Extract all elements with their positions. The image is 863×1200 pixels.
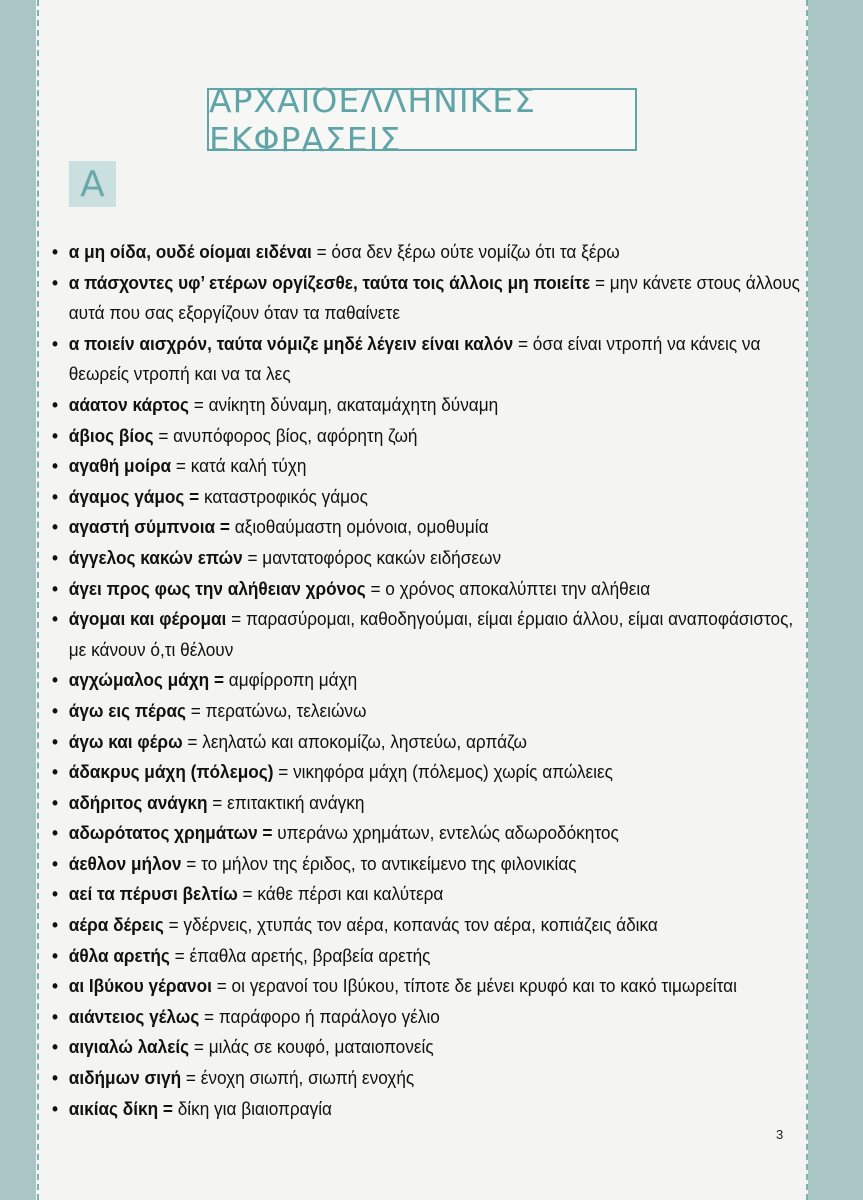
expression-meaning: αμφίρροπη μάχη [224, 669, 358, 691]
list-item [52, 1002, 803, 1033]
expression-term: άγω εις πέρας [68, 699, 186, 721]
list-item [52, 543, 803, 574]
expression-meaning: = ανυπόφορος βίος, αφόρητη ζωή [153, 424, 418, 446]
list-item [52, 1063, 803, 1094]
expression-term: αγαθή μοίρα [68, 455, 172, 477]
list-item [52, 849, 803, 880]
expression-meaning: = παράφορο ή παράλογο γέλιο [199, 1005, 440, 1027]
expression-meaning: = το μήλον της έριδος, το αντικείμενο της φιλονικίας [181, 852, 577, 874]
list-item [52, 604, 803, 665]
expression-meaning: = μιλάς σε κουφό, ματαιοπονείς [189, 1036, 434, 1058]
list-item [52, 879, 803, 910]
list-item [52, 941, 803, 972]
list-item [52, 1094, 803, 1125]
expression-meaning: = παρασύρομαι, καθοδηγούμαι, είμαι έρμαιο άλλου, είμαι αναποφάσιστος, με κάνουν ό,τι θέλουν [68, 608, 794, 660]
expression-term: αιάντειος γέλως [68, 1005, 200, 1027]
expression-term: αικίας δίκη = [68, 1097, 173, 1119]
list-item [52, 421, 803, 452]
list-item [52, 390, 803, 421]
list-item [52, 451, 803, 482]
list-item [52, 727, 803, 758]
list-item [52, 757, 803, 788]
expression-meaning: = έπαθλα αρετής, βραβεία αρετής [169, 944, 431, 966]
page-number: 3 [776, 1127, 784, 1142]
expression-term: άεθλον μήλον [68, 852, 182, 874]
expression-term: α ποιείν αισχρόν, ταύτα νόμιζε μηδέ λέγειν είναι καλόν [68, 332, 514, 354]
list-item [52, 788, 803, 819]
page-title: ΑΡΧΑΙΟΕΛΛΗΝΙΚΕΣ ΕΚΦΡΑΣΕΙΣ [207, 88, 637, 151]
expression-term: άγγελος κακών επών [68, 546, 243, 568]
expression-term: αέρα δέρεις [68, 914, 164, 936]
list-item [52, 574, 803, 605]
expression-term: αδήριτος ανάγκη [68, 791, 208, 813]
expression-meaning: = γδέρνεις, χτυπάς τον αέρα, κοπανάς τον αέρα, κοπιάζεις άδικα [163, 914, 658, 936]
expression-term: αγχώμαλος μάχη = [68, 669, 225, 691]
expression-term: αδωρότατος χρημάτων = [68, 822, 273, 844]
expression-meaning: αξιοθαύμαστη ομόνοια, ομοθυμία [229, 516, 489, 538]
list-item [52, 237, 803, 268]
list-item [52, 482, 803, 513]
expression-meaning: = λεηλατώ και αποκομίζω, ληστεύω, αρπάζω [182, 730, 527, 752]
expression-term: α μη οίδα, ουδέ οίομαι ειδέναι [68, 241, 312, 262]
expression-term: άγομαι και φέρομαι [68, 608, 227, 630]
expression-meaning: = μην κάνετε στους άλλους αυτά που σας εξοργίζουν όταν τα παθαίνετε [68, 271, 800, 324]
expression-term: άγω και φέρω [68, 730, 183, 752]
expression-meaning: = νικηφόρα μάχη (πόλεμος) χωρίς απώλειες [273, 761, 613, 783]
stitch-left-border [37, 0, 39, 1200]
list-item [52, 329, 803, 390]
expression-meaning: = όσα είναι ντροπή να κάνεις να θεωρείς ντροπή και να τα λες [68, 332, 761, 385]
expression-meaning: = επιτακτική ανάγκη [207, 791, 365, 813]
expression-term: αι Ιβύκου γέρανοι [68, 975, 212, 997]
expression-meaning: = ο χρόνος αποκαλύπτει την αλήθεια [365, 577, 651, 599]
expression-term: άβιος βίος [68, 424, 154, 446]
expression-meaning: υπεράνω χρημάτων, εντελώς αδωροδόκητος [272, 822, 619, 844]
list-item [52, 971, 803, 1002]
list-item [52, 910, 803, 941]
expression-meaning: = ανίκητη δύναμη, ακαταμάχητη δύναμη [188, 393, 499, 415]
section-letter: Α [69, 161, 116, 207]
expression-term: αιγιαλώ λαλείς [68, 1036, 190, 1058]
expression-term: α πάσχοντες υφ’ ετέρων οργίζεσθε, ταύτα τοις άλλοις μη ποιείτε [68, 271, 591, 293]
expression-term: άγαμος γάμος = [68, 485, 200, 507]
list-item [52, 268, 803, 329]
expression-meaning: = κατά καλή τύχη [171, 455, 307, 477]
expression-term: αεί τα πέρυσι βελτίω [68, 883, 238, 905]
expression-meaning: καταστροφικός γάμος [199, 485, 368, 507]
list-item [52, 1032, 803, 1063]
expression-term: άθλα αρετής [68, 944, 170, 966]
expression-meaning: = κάθε πέρσι και καλύτερα [237, 883, 444, 905]
expression-term: αγαστή σύμπνοια = [68, 516, 230, 538]
expression-term: άγει προς φως την αλήθειαν χρόνος [68, 577, 366, 599]
expression-meaning: = ένοχη σιωπή, σιωπή ενοχής [181, 1067, 415, 1089]
expression-meaning: = μαντατοφόρος κακών ειδήσεων [242, 546, 502, 568]
expressions-list [52, 237, 800, 1124]
expression-meaning: = οι γερανοί του Ιβύκου, τίποτε δε μένει κρυφό και το κακό τιμωρείται [211, 975, 737, 997]
list-item [52, 818, 803, 849]
list-item [52, 512, 803, 543]
expression-meaning: δίκη για βιαιοπραγία [172, 1097, 333, 1119]
expression-meaning: = όσα δεν ξέρω ούτε νομίζω ότι τα ξέρω [311, 241, 620, 262]
expression-term: άδακρυς μάχη (πόλεμος) [68, 761, 274, 783]
stitch-right-border [806, 0, 808, 1200]
expression-term: αάατον κάρτος [68, 393, 189, 415]
list-item [52, 696, 803, 727]
expression-term: αιδήμων σιγή [68, 1067, 182, 1089]
expression-meaning: = περατώνω, τελειώνω [185, 699, 367, 721]
list-item [52, 665, 803, 696]
